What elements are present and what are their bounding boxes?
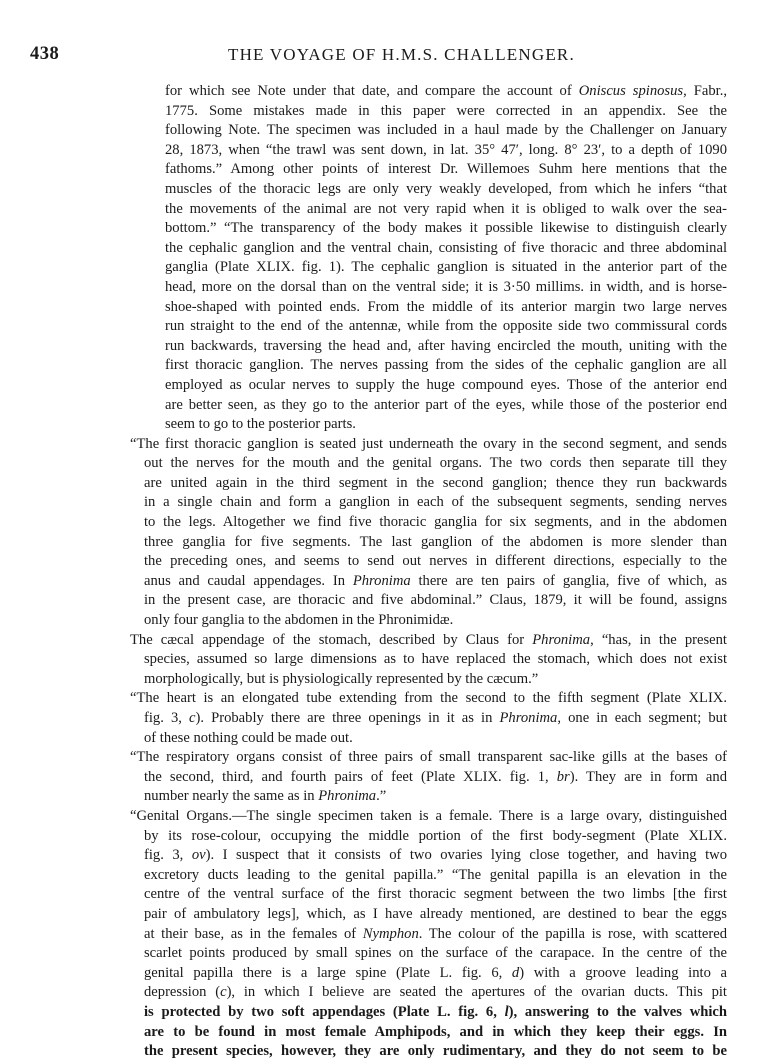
text-line: number nearly the same as in Phronima.” bbox=[144, 788, 387, 805]
text-line: species, assumed so large dimensions as to have replaced the stomach, which does not exist bbox=[144, 651, 727, 668]
text-line: in a single chain and form a ganglion in each of the subsequent segments, sending nerves bbox=[144, 494, 727, 511]
text-line: are united again in the third segment in the second ganglion; thence they run backwards bbox=[144, 474, 727, 491]
text-line: run straight to the end of the antennæ, while from the opposite side two commissural cords bbox=[165, 318, 727, 335]
text-line: centre of the ventral surface of the first thoracic segment between the two limbs [the first bbox=[144, 886, 727, 903]
text-line: the cephalic ganglion and the ventral chain, consisting of five thoracic and three abdominal bbox=[165, 239, 727, 256]
paragraph-heart bbox=[0, 689, 776, 748]
text-line: “Genital Organs.—The single specimen taken is a female. There is a large ovary, distinguished bbox=[130, 807, 727, 824]
paragraph-genital-organs bbox=[0, 807, 776, 1062]
text-line: only four ganglia to the abdomen in the Phronimidæ. bbox=[144, 612, 454, 629]
text-line: are to be found in most female Amphipods, and in which they keep their eggs. In bbox=[144, 1023, 727, 1040]
paragraph-thoracic-ganglion bbox=[0, 435, 776, 631]
page-number: 438 bbox=[30, 44, 60, 64]
text-line: at their base, as in the females of Nymphon. The colour of the papilla is rose, with scattered bbox=[144, 925, 727, 942]
text-line: “The first thoracic ganglion is seated just underneath the ovary in the second segment, and sends bbox=[130, 435, 727, 452]
body-text bbox=[0, 82, 776, 1062]
text-line: scarlet points produced by small spines on the surface of the carapace. In the centre of the bbox=[144, 945, 727, 962]
text-line: “The respiratory organs consist of three pairs of small transparent sac-like gills at the bases of bbox=[130, 749, 727, 766]
text-line: morphologically, but is physiologically represented by the cæcum.” bbox=[144, 670, 539, 687]
text-line: three ganglia for five segments. The last ganglion of the abdomen is more slender than bbox=[144, 533, 727, 550]
text-line: bottom.” “The transparency of the body makes it possible likewise to distinguish clearly bbox=[165, 220, 727, 237]
text-line: “The heart is an elongated tube extending from the second to the fifth segment (Plate XLIX. bbox=[130, 690, 727, 707]
page-header bbox=[0, 44, 776, 70]
text-line: depression (c), in which I believe are seated the apertures of the ovarian ducts. This pit bbox=[144, 984, 727, 1001]
text-line: run backwards, traversing the head and, after having encircled the mouth, uniting with the bbox=[165, 337, 727, 354]
text-line: is protected by two soft appendages (Plate L. fig. 6, l), answering to the valves which bbox=[144, 1003, 727, 1020]
text-line: 1775. Some mistakes made in this paper were corrected in an appendix. See the bbox=[165, 102, 727, 119]
paragraph-caecal-appendage bbox=[0, 631, 776, 690]
text-line: fig. 3, c). Probably there are three openings in it as in Phronima, one in each segment; but bbox=[144, 710, 727, 726]
text-line: employed as ocular nerves to supply the huge compound eyes. Those of the anterior end bbox=[165, 376, 727, 393]
text-line: shoe-shaped with pointed ends. From the middle of its anterior margin two large nerves bbox=[165, 298, 727, 315]
text-line: in the present case, are thoracic and five abdominal.” Claus, 1879, it will be found, assigns bbox=[144, 592, 727, 609]
text-line: fig. 3, ov). I suspect that it consists of two ovaries lying close together, and having two bbox=[144, 847, 727, 864]
text-line: are better seen, as they go to the anterior part of the eyes, while those of the posterior end bbox=[165, 396, 727, 413]
text-line: excretory ducts leading to the genital papilla.” “The genital papilla is an elevation in the bbox=[144, 866, 727, 883]
text-line: head, more on the dorsal than on the ventral side; it is 3·50 millims. in width, and is horse- bbox=[165, 278, 727, 295]
text-line: pair of ambulatory legs], which, as I have already mentioned, are destined to bear the eggs bbox=[144, 905, 727, 922]
text-line: muscles of the thoracic legs are only very weakly developed, from which he infers “that bbox=[165, 180, 727, 197]
text-line: ganglia (Plate XLIX. fig. 1). The cephalic ganglion is situated in the anterior part of the bbox=[165, 259, 727, 276]
text-line: first thoracic ganglion. The nerves passing from the sides of the cephalic ganglion are all bbox=[165, 357, 727, 374]
text-line: the movements of the animal are not very rapid when it is obliged to walk over the sea- bbox=[165, 200, 727, 217]
text-line: of these nothing could be made out. bbox=[144, 729, 353, 746]
text-line: for which see Note under that date, and compare the account of Oniscus spinosus, Fabr., bbox=[165, 83, 728, 99]
text-line: by its rose-colour, occupying the middle portion of the first body-segment (Plate XLIX. bbox=[144, 827, 727, 844]
text-line: the preceding ones, and seems to send out nerves in different directions, especially to the bbox=[144, 553, 727, 570]
text-line: the present species, however, they are only rudimentary, and they do not seem to be bbox=[144, 1043, 727, 1060]
text-line: out the nerves for the mouth and the genital organs. The two cords then separate till they bbox=[144, 455, 727, 472]
text-line: following Note. The specimen was included in a haul made by the Challenger on January bbox=[165, 122, 727, 139]
text-line: anus and caudal appendages. In Phronima there are ten pairs of ganglia, five of which, as bbox=[144, 572, 727, 589]
text-line: 28, 1873, when “the trawl was sent down, in lat. 35° 47′, long. 8° 23′, to a depth of 1090 bbox=[165, 141, 727, 158]
paragraph-nervous-system bbox=[0, 82, 776, 435]
running-title: THE VOYAGE OF H.M.S. CHALLENGER. bbox=[228, 45, 575, 64]
text-line: seem to go to the posterior parts. bbox=[165, 416, 356, 433]
text-line: fathoms.” Among other points of interest Dr. Willemoes Suhm here mentions that the bbox=[165, 161, 727, 178]
text-line: The cæcal appendage of the stomach, described by Claus for Phronima, “has, in the present bbox=[130, 631, 727, 648]
text-line: genital papilla there is a large spine (Plate L. fig. 6, d) with a groove leading into a bbox=[144, 964, 727, 981]
paragraph-respiratory-organs bbox=[0, 748, 776, 807]
text-line: the second, third, and fourth pairs of feet (Plate XLIX. fig. 1, br). They are in form and bbox=[144, 768, 727, 785]
text-line: to the legs. Altogether we find five thoracic ganglia for six segments, and in the abdomen bbox=[144, 514, 727, 531]
